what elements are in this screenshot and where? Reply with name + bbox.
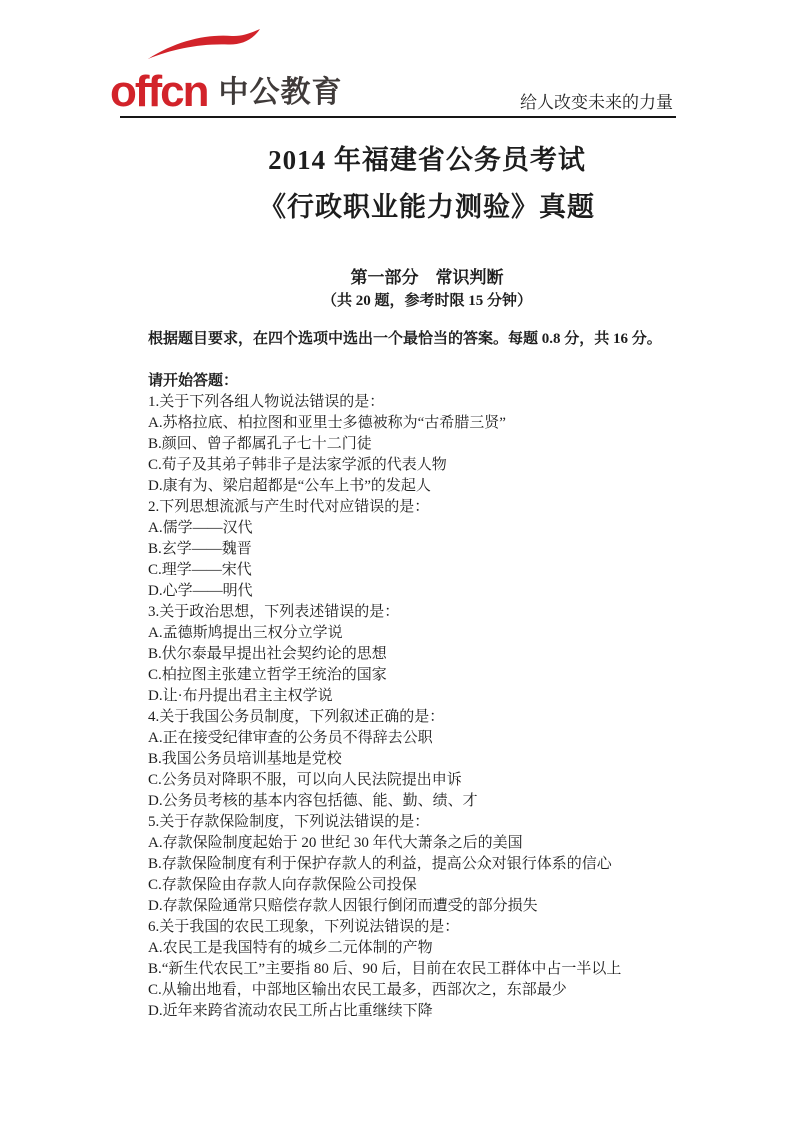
question-option-c: C.理学——宋代 xyxy=(148,562,252,578)
question-stem: 5.关于存款保险制度，下列说法错误的是： xyxy=(148,814,430,830)
question-option-b: B.“新生代农民工”主要指 80 后、90 后，目前在农民工群体中占一半以上 xyxy=(148,961,622,977)
question-option-a: A.孟德斯鸠提出三权分立学说 xyxy=(148,625,343,641)
question-stem: 2.下列思想流派与产生时代对应错误的是： xyxy=(148,499,430,515)
offcn-wordmark xyxy=(110,66,208,116)
brand-text-en: offcn xyxy=(110,66,208,116)
question-option-a: A.农民工是我国特有的城乡二元体制的产物 xyxy=(148,940,433,956)
swoosh-icon xyxy=(148,29,260,59)
question-stem: 4.关于我国公务员制度，下列叙述正确的是： xyxy=(148,709,445,725)
section-heading: 第一部分 常识判断 xyxy=(350,268,504,287)
question-stem: 6.关于我国的农民工现象，下列说法错误的是： xyxy=(148,919,460,935)
brand-text-cn: 中公教育 xyxy=(218,76,343,109)
question-option-d: D.让·布丹提出君主主权学说 xyxy=(148,688,333,704)
question-option-b: B.我国公务员培训基地是党校 xyxy=(148,751,342,767)
question-list xyxy=(148,392,706,1022)
question-4 xyxy=(148,707,706,812)
question-option-a: A.儒学——汉代 xyxy=(148,520,253,536)
question-2 xyxy=(148,497,706,602)
question-option-d: D.康有为、梁启超都是“公车上书”的发起人 xyxy=(148,478,431,494)
question-option-b: B.玄学——魏晋 xyxy=(148,541,252,557)
question-3 xyxy=(148,602,706,707)
question-stem: 1.关于下列各组人物说法错误的是： xyxy=(148,394,385,410)
question-5 xyxy=(148,812,706,917)
document-body xyxy=(148,137,706,1022)
question-1 xyxy=(148,392,706,497)
section-subheading: （共 20 题，参考时限 15 分钟） xyxy=(321,293,532,309)
question-option-c: C.荀子及其弟子韩非子是法家学派的代表人物 xyxy=(148,457,447,473)
question-option-a: A.正在接受纪律审查的公务员不得辞去公职 xyxy=(148,730,433,746)
header-tagline: 给人改变未来的力量 xyxy=(520,93,673,112)
question-option-b: B.伏尔泰最早提出社会契约论的思想 xyxy=(148,646,387,662)
question-option-d: D.公务员考核的基本内容包括德、能、勤、绩、才 xyxy=(148,793,478,809)
title-line-2: 《行政职业能力测验》真题 xyxy=(259,192,595,222)
begin-note: 请开始答题： xyxy=(148,373,239,389)
title-line-1: 2014 年福建省公务员考试 xyxy=(268,145,586,175)
question-option-c: C.柏拉图主张建立哲学王统治的国家 xyxy=(148,667,387,683)
question-option-d: D.近年来跨省流动农民工所占比重继续下降 xyxy=(148,1003,433,1019)
question-6 xyxy=(148,917,706,1022)
instruction-text: 根据题目要求，在四个选项中选出一个最恰当的答案。每题 0.8 分，共 16 分。 xyxy=(148,331,662,347)
question-option-a: A.存款保险制度起始于 20 世纪 30 年代大萧条之后的美国 xyxy=(148,835,523,851)
question-option-a: A.苏格拉底、柏拉图和亚里士多德被称为“古希腊三贤” xyxy=(148,415,506,431)
question-option-c: C.存款保险由存款人向存款保险公司投保 xyxy=(148,877,417,893)
header-rule xyxy=(120,116,676,118)
question-option-c: C.公务员对降职不服，可以向人民法院提出申诉 xyxy=(148,772,462,788)
question-option-b: B.存款保险制度有利于保护存款人的利益，提高公众对银行体系的信心 xyxy=(148,856,612,872)
question-option-b: B.颜回、曾子都属孔子七十二门徒 xyxy=(148,436,372,452)
question-option-c: C.从输出地看，中部地区输出农民工最多，西部次之，东部最少 xyxy=(148,982,567,998)
question-stem: 3.关于政治思想，下列表述错误的是： xyxy=(148,604,400,620)
question-option-d: D.心学——明代 xyxy=(148,583,253,599)
question-option-d: D.存款保险通常只赔偿存款人因银行倒闭而遭受的部分损失 xyxy=(148,898,538,914)
offcn-logo xyxy=(110,52,343,116)
page-title xyxy=(148,137,706,231)
